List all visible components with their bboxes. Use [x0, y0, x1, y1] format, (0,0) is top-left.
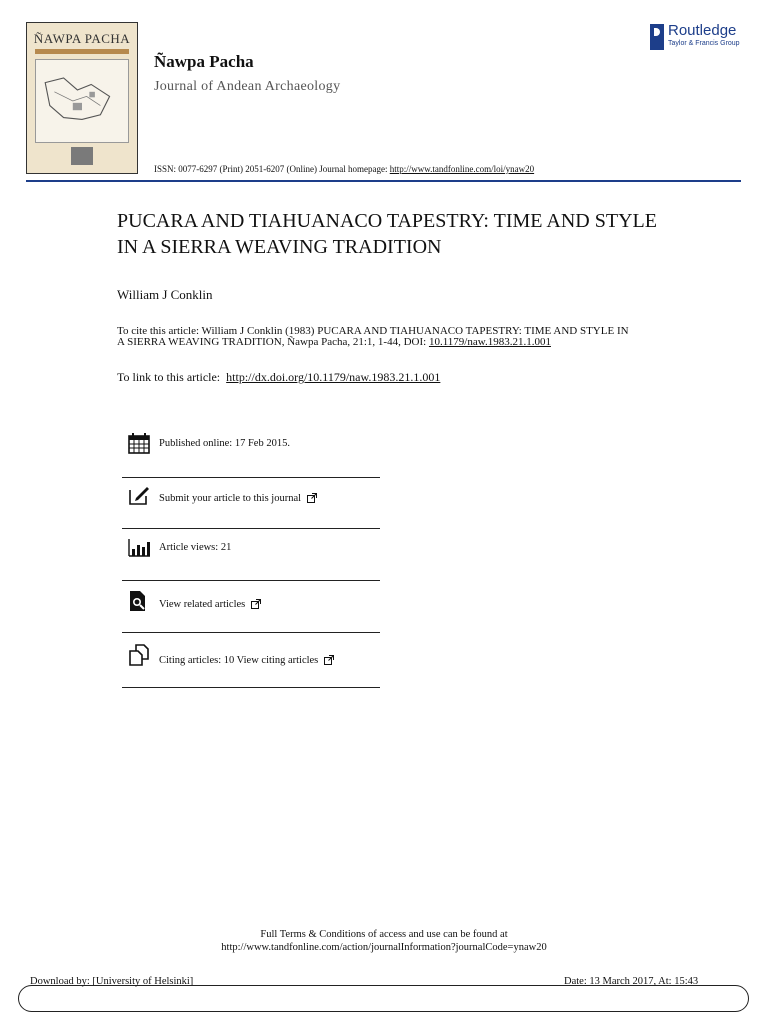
cite-text: To cite this article: William J Conklin (1983) PUCARA AND TIAHUANACO TAPESTRY: TIME AND STYLE IN A SIERRA WEAVING TRADITION, Ñawpa Pacha, 21:1, 1-44, DOI:	[117, 325, 629, 348]
citing-articles-text[interactable]: Citing articles: 10 View citing articles	[159, 655, 334, 666]
link-label: To link to this article:	[117, 370, 221, 384]
article-title: PUCARA AND TIAHUANACO TAPESTRY: TIME AND STYLE IN A SIERRA WEAVING TRADITION	[117, 210, 657, 258]
cover-stripe	[35, 49, 129, 54]
doi-link[interactable]: 10.1179/naw.1983.21.1.001	[428, 336, 551, 348]
issn-text: ISSN: 0077-6297 (Print) 2051-6207 (Online) Journal homepage:	[154, 164, 388, 174]
citing-articles-icon	[128, 644, 150, 666]
routledge-r-icon	[650, 24, 664, 50]
terms-line: Full Terms & Conditions of access and use can be found at	[260, 929, 508, 940]
cover-map-illustration	[35, 59, 129, 143]
bar-chart-icon	[128, 537, 150, 559]
cite-this-article	[117, 326, 637, 348]
header-divider	[26, 180, 741, 182]
journal-title[interactable]: Ñawpa Pacha	[154, 52, 254, 71]
terms-url[interactable]: http://www.tandfonline.com/action/journalInformation?journalCode=ynaw20	[221, 942, 547, 953]
article-doi-url[interactable]: http://dx.doi.org/10.1179/naw.1983.21.1.001	[226, 370, 441, 384]
external-link-icon	[251, 599, 261, 609]
related-articles-text[interactable]: View related articles	[159, 599, 261, 610]
published-online-text: Published online: 17 Feb 2015.	[159, 438, 290, 449]
external-link-icon	[324, 655, 334, 665]
article-author: William J Conklin	[117, 287, 213, 302]
cover-title: ÑAWPA PACHA	[33, 31, 131, 46]
journal-homepage-link[interactable]: http://www.tandfonline.com/loi/ynaw20	[389, 164, 535, 174]
article-views-row	[122, 537, 380, 561]
edit-icon	[128, 484, 150, 506]
divider	[122, 528, 380, 529]
journal-cover	[26, 22, 138, 174]
related-articles-row[interactable]	[122, 590, 380, 618]
divider	[122, 632, 380, 633]
divider	[122, 477, 380, 478]
cover-publisher-mark	[71, 147, 93, 165]
submit-article-text[interactable]: Submit your article to this journal	[159, 493, 317, 504]
routledge-logo	[650, 22, 750, 54]
issn-line	[154, 164, 534, 174]
download-info: Download by: [University of Helsinki]	[30, 976, 194, 987]
download-date: Date: 13 March 2017, At: 15:43	[564, 976, 699, 987]
footer-frame	[18, 985, 749, 1012]
submit-article-row[interactable]	[122, 484, 380, 510]
publisher-name: Routledge	[668, 22, 737, 39]
search-document-icon	[128, 590, 150, 612]
publisher-group: Taylor & Francis Group	[668, 40, 740, 47]
external-link-icon	[307, 493, 317, 503]
article-views-text: Article views: 21	[159, 542, 232, 553]
link-to-article	[117, 370, 440, 385]
calendar-icon	[128, 432, 150, 454]
published-online-row	[122, 432, 380, 458]
divider	[122, 687, 380, 688]
journal-subtitle: Journal of Andean Archaeology	[154, 79, 341, 94]
map-icon	[36, 60, 128, 142]
divider	[122, 580, 380, 581]
citing-articles-row[interactable]	[122, 644, 380, 670]
